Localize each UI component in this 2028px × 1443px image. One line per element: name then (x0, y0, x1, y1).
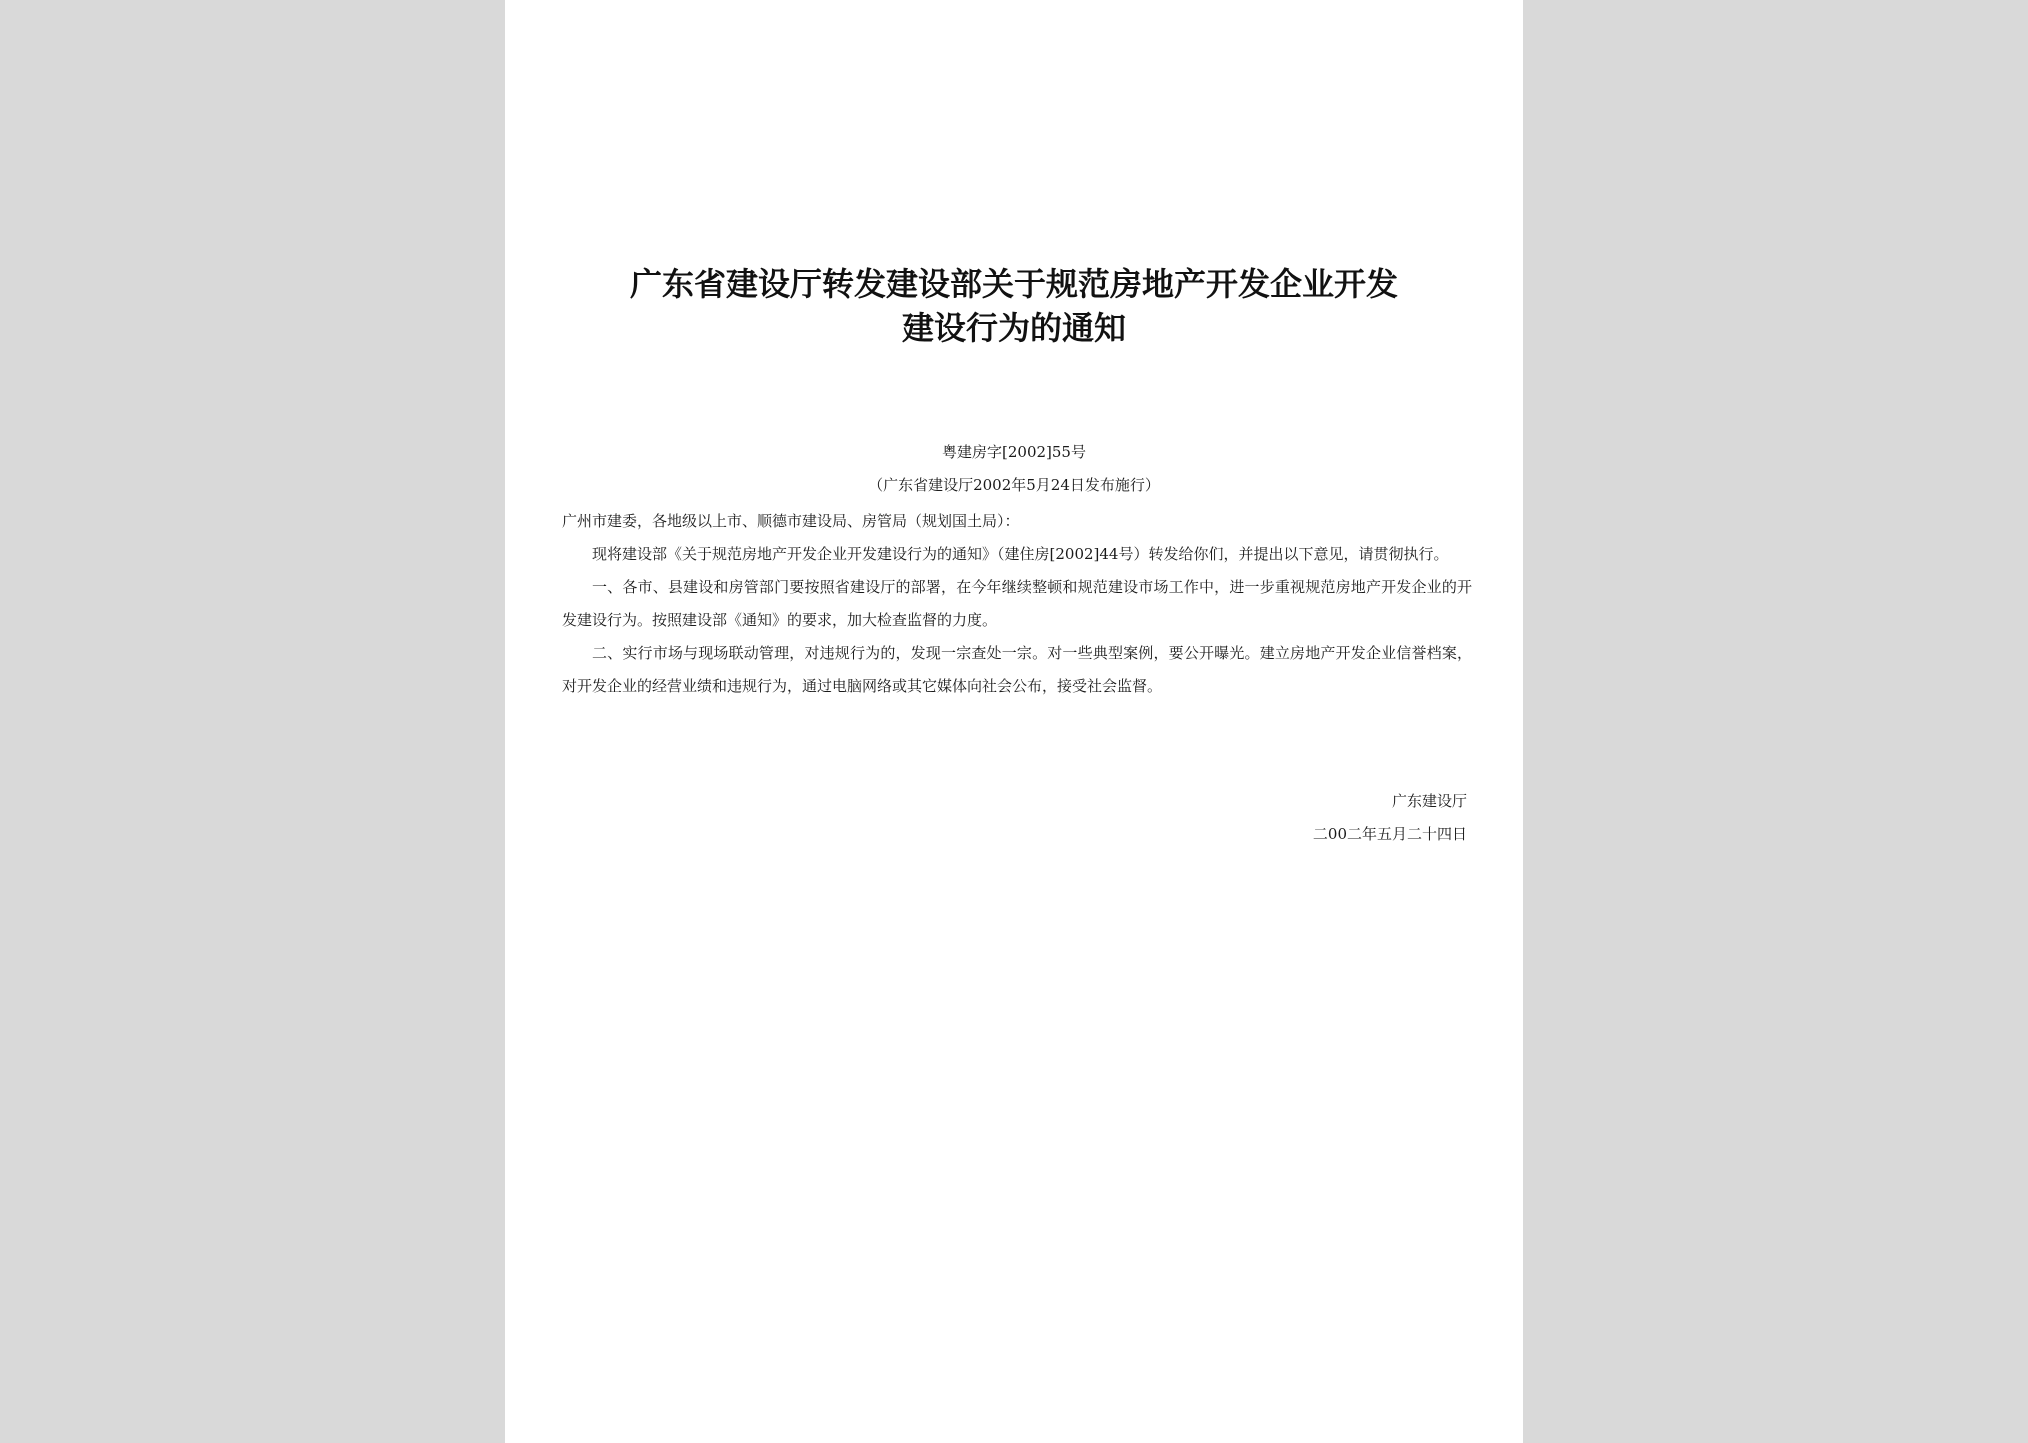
title-line-1: 广东省建设厅转发建设部关于规范房地产开发企业开发 (629, 265, 1398, 303)
document-page (505, 0, 1523, 1443)
paragraph-2: 一、各市、县建设和房管部门要按照省建设厅的部署，在今年继续整顿和规范建设市场工作中，进一步重视规范房地产开发企业的开发建设行为。按照建设部《通知》的要求，加大检查监督的力度。 (562, 578, 1472, 629)
issue-info: （广东省建设厅2002年5月24日发布施行） (868, 476, 1160, 494)
title-line-2: 建设行为的通知 (901, 309, 1126, 347)
signature-date: 二00二年五月二十四日 (1312, 825, 1467, 843)
paragraph-1: 现将建设部《关于规范房地产开发企业开发建设行为的通知》（建住房[2002]44号）转发给你们，并提出以下意见，请贯彻执行。 (592, 545, 1449, 563)
document-title (505, 262, 1523, 350)
document-body (562, 505, 1472, 703)
signature-org: 广东建设厅 (1391, 792, 1467, 810)
salutation: 广州市建委，各地级以上市、顺德市建设局、房管局（规划国土局）： (562, 512, 1020, 530)
paragraph-3: 二、实行市场与现场联动管理，对违规行为的，发现一宗查处一宗。对一些典型案例，要公开曝光。建立房地产开发企业信誉档案，对开发企业的经营业绩和违规行为，通过电脑网络或其它媒体向社会公布，接受社会监督。 (562, 644, 1472, 695)
signature-block (1313, 785, 1467, 851)
document-number: 粤建房字[2002]55号 (942, 443, 1086, 461)
